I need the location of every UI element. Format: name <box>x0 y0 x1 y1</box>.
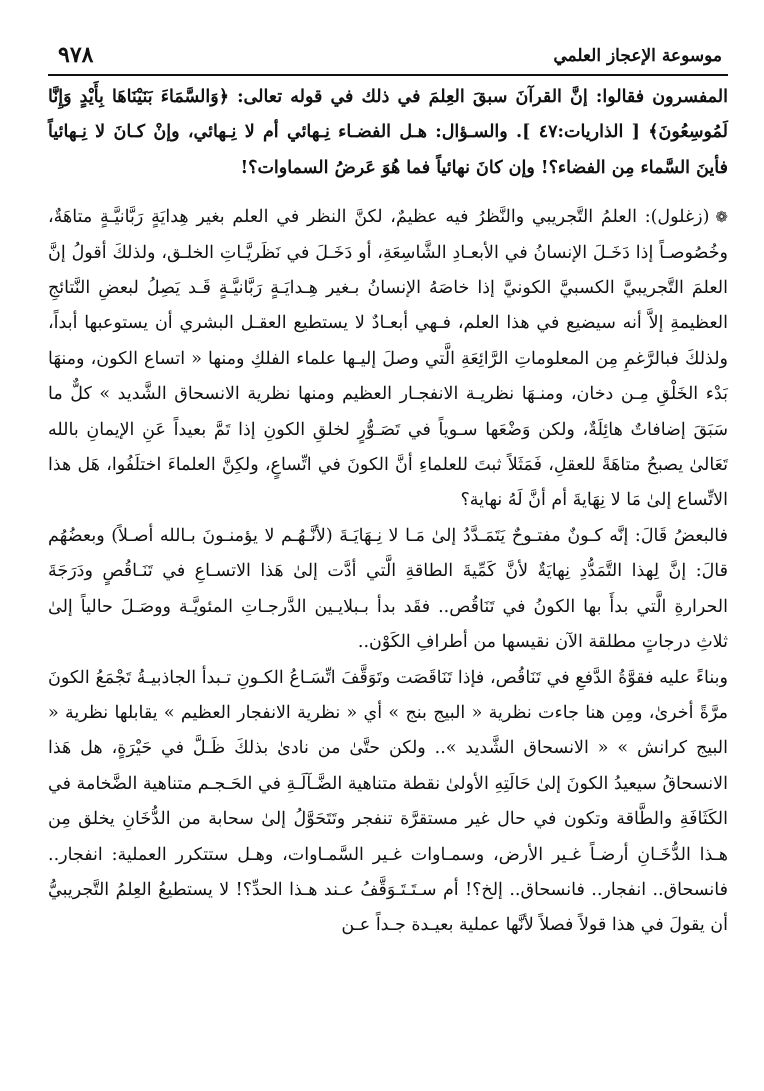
paragraph-4-text: وبناءً عليه فقوَّةُ الدَّفعِ في تَنَاقُص، فإذا تَنَاقَصَت وتَوَقَّفَ اتِّسَـاعُ الكـونِ تـبدأ الجاذبيـةُ تَجْمَعُ الكونَ مرَّةً أخرىٰ، ومِن هنا جاءت نظرية « البيج بنج » أي « نظرية الانفجار العظيم » يقابلها نظرية « البيج كرانش » « الانسحاق الشَّديد ».. ولكن حتَّىٰ من نادىٰ بذلكَ ظَـلَّ في حَيْرَةٍ، هل هَذا الانسحاقُ سيعيدُ الكونَ إلىٰ حَالَتِهِ الأولىٰ نقطة متناهية الضَّـآلَـةِ في الحَـجـم متناهية الضَّخامة في الكَثَافَةِ والطَّاقة وتكون في حال غير مستقرَّة تنفجر وتَتَحَوَّلُ إلىٰ سحابة من الدُّخَانِ يخلق مِن هـذا الدُّخَـانِ أرضـاً غـير الأرض، وسمـاوات غـير السَّمـاوات، وهـل ستتكرر العملية: انفجار.. فانسحاق.. انفجار.. فانسحاق.. إلخ؟! أم سـتَـتَـوَقَّفُ عـند هـذا الحدِّ؟! لا يستطيعُ العِلمُ التَّجريبيُّ أن يقولَ في هذا قولاً فصلاً لأنَّها عملية بعيـدة جـداً عـن <box>48 667 728 936</box>
paragraph-gap <box>48 186 728 200</box>
paragraph-4 <box>48 661 728 944</box>
paragraph-1 <box>48 80 728 186</box>
paragraph-2 <box>48 200 728 519</box>
paragraph-2-text: (زغلول): العلمُ التَّجريبي والنَّظرُ فيه عظيمٌ، لكنَّ النظر في العلم بغير هِدايَةٍ رَبَّانيَّـةٍ متاهَةٌ، وخُصُوصـاً إذا دَخَـلَ الإنسانُ في الأبعـادِ الشَّاسِعَةِ، أو دَخَـلَ في نَظَريَّـاتِ الخلـق، ولذلكَ أقولُ إنَّ العلمَ التَّجريبيَّ الكسبيَّ الكونيَّ إذا خاصَهُ الإنسانُ بـغير هِـدايَـةٍ رَبَّانيَّـةٍ قَـد يَصِلُ لبعضِ النَّتائجِ العظيمةِ إلاَّ أنه سيضيع في هذا العلم، فـهي أبعـادٌ لا يستطيع العقـل البشري أن يستوعبها أبداً، ولذلكَ فبالرَّغمِ مِن المعلوماتِ الرَّائِعَةِ الَّتي وصلَ إليـها علماء الفلكِ ومنها « اتساع الكون، ومنهَا بَدْء الخَلْقِ مِـن دخان، ومنـهَا نظريـة الانفجـار العظيم ومنها نظرية الانسحاق الشَّديد » كلٌّ ما سَبَقَ إضافاتٌ هائِلَةٌ، ولكن وَضْعَها سـوياً في تَصَـوُّرٍ لخلقِ الكونِ إذا تَمَّ بعيداً عَنِ الإيمانِ بالله تَعَالىٰ يصبحُ متاهَةً للعقلِ، فَمَثَلاً ثبتَ للعلماءِ أنَّ الكونَ في اتِّساعٍ، ولكِنَّ العلماءَ اختلَفُوا، هَل هذا الاتِّساع إلىٰ مَا لا نِهَايةَ أم أنَّ لَهُ نهاية؟ <box>48 207 728 511</box>
page-number: ٩٧٨ <box>58 42 94 68</box>
page-body <box>48 80 728 944</box>
running-header <box>48 40 728 76</box>
paragraph-3-text: فالبعضُ قَالَ: إنَّه كـونٌ مفتـوحٌ يَتَمَـدَّدُ إلىٰ مَـا لا نِـهَايَـةَ (لأنَّـهُـم لا يؤمنـونَ بـالله أصـلاً) وبعضُهُم قالَ: إنَّ لِهذا التَّمَدُّدِ نِهايَةٌ لأنَّ كَمِّيةَ الطاقةِ الَّتي أدَّت إلىٰ هَذا الاتسـاعِ في تَنَـاقُصٍ ودَرَجَةَ الحرارةِ الَّتي بدأَ بها الكونُ في تَنَاقُص.. فقَد بدأ بـبلايـين الدَّرجـاتِ المئويَّـة ووصَـلَ حالياً إلىٰ ثلاثِ درجاتٍ مطلقة الآن نقيسها من أطرافِ الكَوْن.. <box>48 525 728 653</box>
header-title: موسوعة الإعجاز العلمي <box>553 46 722 66</box>
book-page <box>48 40 728 1080</box>
flower-ornament-icon: ❁ <box>715 208 728 227</box>
paragraph-3 <box>48 519 728 661</box>
paragraph-1-text: المفسرون فقالوا: إنَّ القرآنَ سبقَ العِلمَ في ذلك في قوله تعالى: ﴿وَالسَّمَاءَ بَنَيْنَاهَا بِأَيْدٍ وَإِنَّا لَمُوسِعُونَ﴾ [ الذاريات:٤٧ ]. والسـؤال: هـل الفضـاء نِـهائي أم لا نِـهائي، وإنْ كـانَ لا نِـهائياً فأينَ السَّماء مِن الفضاء؟! وإن كانَ نهائياً فما هُوَ عَرضُ السماوات؟! <box>48 87 728 178</box>
